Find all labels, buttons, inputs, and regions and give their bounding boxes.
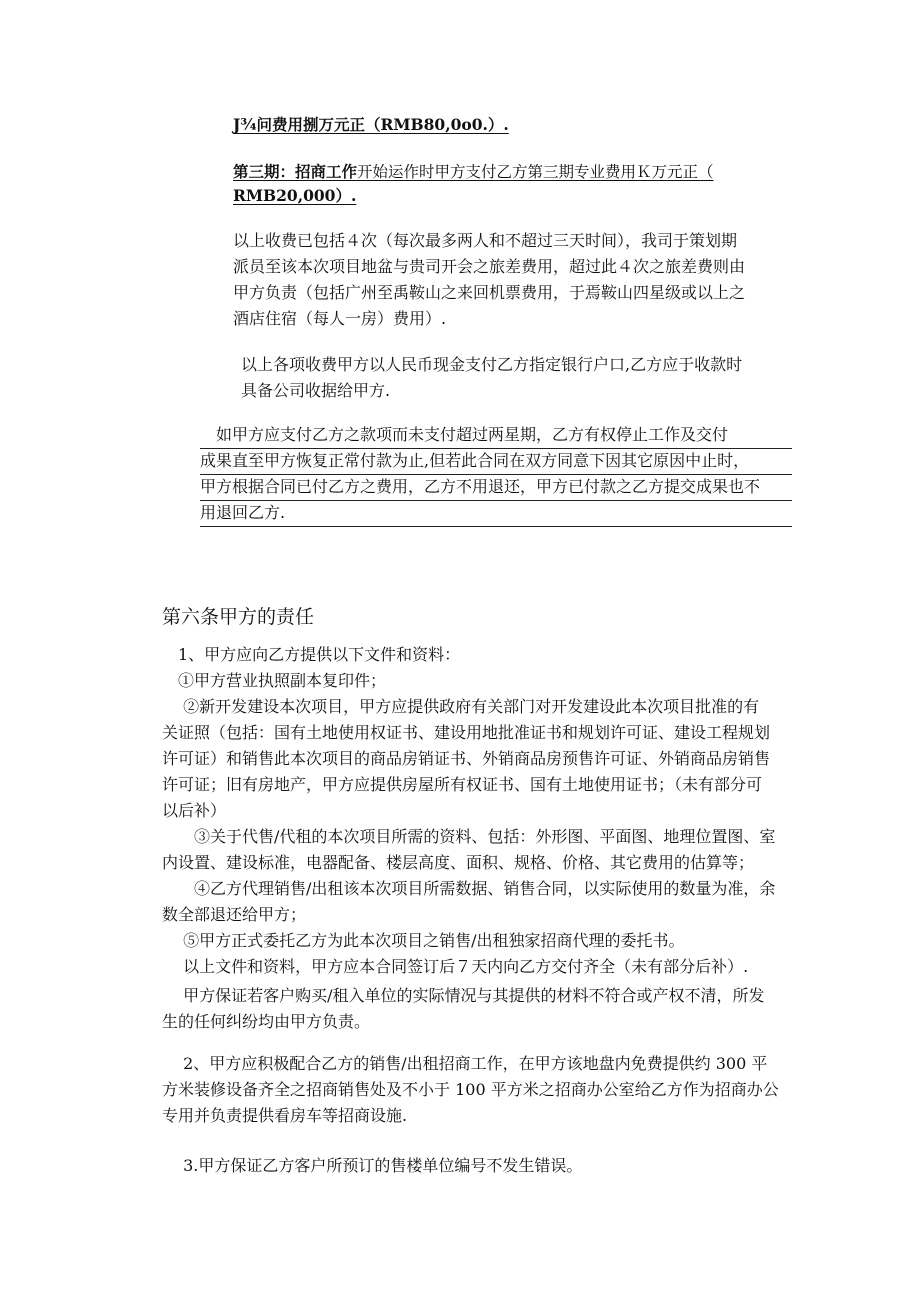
late-line: 成果直至甲方恢复正常付款为止,但若此合同在双方同意下因其它原因中止时， (200, 448, 792, 475)
article6-line: ③关于代售/代租的本次项目所需的资料、包括：外形图、平面图、地理位置图、室 (162, 827, 776, 846)
article6-list (162, 642, 790, 980)
cash-line: 以上各项收费甲方以人民币现金支付乙方指定银行户口,乙方应于收款时 (241, 355, 743, 374)
article6-line: 以后补） (162, 801, 227, 820)
late-payment-paragraph (200, 422, 792, 526)
fee-phase2-text: J¾问费用捌万元正（RMB80,0o0.）. (233, 115, 509, 134)
travel-line: 甲方负责（包括广州至禹鞍山之来回机票费用，于焉鞍山四星级或以上之 (233, 283, 746, 302)
article6-line: 数全部退还给甲方； (162, 905, 307, 924)
fee-phase3-paragraph (233, 160, 714, 208)
cash-payment-paragraph (241, 352, 781, 404)
travel-line: 派员至该本次项目地盆与贵司开会之旅差费用，超过此４次之旅差费则由 (233, 257, 746, 276)
travel-line: 以上收费已包括４次（每次最多两人和不超过三天时间），我司于策划期 (233, 231, 738, 250)
cash-line: 具备公司收据给甲方. (241, 381, 391, 400)
article6-line: ①甲方营业执照副本复印件； (162, 671, 387, 690)
late-line: 甲方根据合同已付乙方之费用，乙方不用退还，甲方已付款之乙方提交成果也不 (200, 474, 792, 501)
item2-line: 方米装修设备齐全之招商销售处及不小于 100 平方米之招商办公室给乙方作为招商办公 (162, 1080, 779, 1099)
late-line: 如甲方应支付乙方之款项而未支付超过两星期，乙方有权停止工作及交付 (200, 422, 792, 449)
article6-line: 许可证）和销售此本次项目的商品房销证书、外销商品房预售许可证、外销商品房销售 (162, 749, 771, 768)
fee-phase3-bold: 第三期：招商工作 (233, 162, 358, 181)
article6-line: ④乙方代理销售/出租该本次项目所需数据、销售合同，以实际使用的数量为准，余 (162, 879, 776, 898)
fee-phase3-line2: RMB20,000）. (233, 186, 357, 205)
article6-line: ②新开发建设本次项目，甲方应提供政府有关部门对开发建设此本次项目批准的有 (162, 697, 760, 716)
fee-phase3-line1 (233, 160, 714, 184)
item3-paragraph (162, 1153, 790, 1179)
guarantee-line: 甲方保证若客户购买/租入单位的实际情况与其提供的材料不符合或产权不清，所发 (162, 986, 765, 1005)
travel-expense-paragraph (233, 228, 793, 332)
item3-line: 3.甲方保证乙方客户所预订的售楼单位编号不发生错误。 (162, 1156, 583, 1175)
fee-phase3-rest: 开始运作时甲方支付乙方第三期专业费用Ｋ万元正（ (357, 163, 714, 181)
item2-line: 专用并负责提供看房车等招商设施. (162, 1106, 408, 1125)
article6-line: ⑤甲方正式委托乙方为此本次项目之销售/出租独家招商代理的委托书。 (162, 931, 685, 950)
article6-line: 关证照（包括：国有土地使用权证书、建设用地批准证书和规划许可证、建设工程规划 (162, 723, 771, 742)
item2-line: 2、甲方应积极配合乙方的销售/出租招商工作，在甲方该地盘内免费提供约 300 平 (162, 1054, 768, 1073)
article6-line: 1、甲方应向乙方提供以下文件和资料： (162, 645, 461, 664)
article6-line: 许可证；旧有房地产，甲方应提供房屋所有权证书、国有土地使用证书；（未有部分可 (162, 775, 763, 794)
late-line: 用退回乙方. (200, 500, 792, 527)
article6-line: 以上文件和资料，甲方应本合同签订后７天内向乙方交付齐全（未有部分后补）. (162, 957, 749, 976)
article6-heading: 第六条甲方的责任 (162, 606, 315, 628)
guarantee-line: 生的任何纠纷均由甲方负责。 (162, 1012, 371, 1031)
item2-paragraph (162, 1051, 790, 1129)
guarantee-paragraph (162, 983, 790, 1035)
travel-line: 酒店住宿（每人一房）费用）. (233, 309, 447, 328)
article6-line: 内设置、建设标准，电器配备、楼层高度、面积、规格、价格、其它费用的估算等； (162, 853, 755, 872)
fee-phase2-line (233, 114, 509, 136)
